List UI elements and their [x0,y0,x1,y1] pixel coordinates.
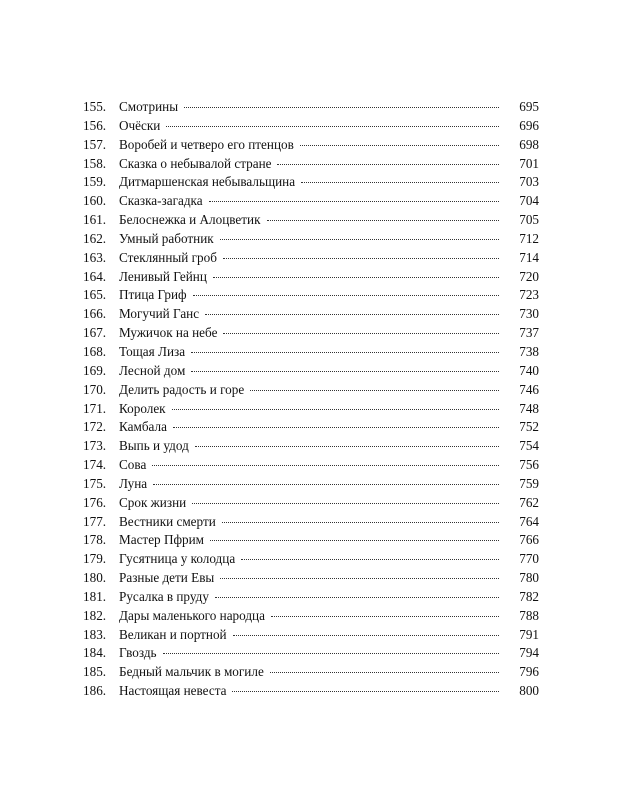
dot-leader [210,540,499,541]
entry-title: Смотрины [119,99,179,114]
toc-entry [83,286,539,305]
entry-page-number: 770 [519,551,539,567]
dot-leader [209,201,499,202]
dot-leader [172,409,499,410]
entry-number: 166. [83,306,107,322]
entry-number: 178. [83,532,107,548]
entry-title: Птица Гриф [119,287,187,303]
entry-title: Срок жизни [119,494,187,510]
dot-leader [241,559,499,560]
entry-page-number: 695 [519,99,539,114]
toc-entry [83,268,539,287]
entry-number: 167. [83,325,107,341]
entry-number: 162. [83,230,107,246]
entry-page-number: 698 [519,136,539,152]
entry-title: Королек [119,400,166,416]
entry-number: 168. [83,343,107,359]
entry-page-number: 730 [519,306,539,322]
dot-leader [163,653,499,654]
entry-page-number: 701 [519,155,539,171]
entry-number: 179. [83,551,107,567]
entry-number: 177. [83,513,107,529]
entry-page-number: 740 [519,362,539,378]
toc-entry [83,531,539,550]
toc-entry [83,117,539,136]
entry-title: Гусятница у колодца [119,551,236,567]
toc-entry [83,682,539,701]
dot-leader [232,691,499,692]
dot-leader [213,277,499,278]
toc-entry [83,607,539,626]
entry-number: 175. [83,475,107,491]
dot-leader [277,164,499,165]
entry-title: Выпь и удод [119,438,189,454]
entry-page-number: 766 [519,532,539,548]
entry-title: Сказка о небывалой стране [119,155,272,171]
entry-number: 176. [83,494,107,510]
entry-title: Камбала [119,419,167,435]
dot-leader [191,352,499,353]
entry-title: Воробей и четверо его птенцов [119,136,294,152]
toc-entry [83,230,539,249]
toc-entry [83,98,539,117]
entry-page-number: 754 [519,438,539,454]
entry-title: Дитмаршенская небывальщина [119,174,296,190]
entry-title: Лесной дом [119,362,186,378]
dot-leader [271,616,499,617]
entry-number: 185. [83,664,107,680]
entry-title: Дары маленького народца [119,607,265,623]
entry-page-number: 791 [519,626,539,642]
dot-leader [270,672,499,673]
dot-leader [166,126,499,127]
entry-page-number: 759 [519,475,539,491]
entry-number: 184. [83,645,107,661]
entry-title: Мастер Пфрим [119,532,205,548]
entry-title: Ленивый Гейнц [119,268,207,284]
entry-title: Вестники смерти [119,513,216,529]
entry-number: 182. [83,607,107,623]
entry-page-number: 737 [519,325,539,341]
entry-number: 180. [83,570,107,586]
entry-title: Могучий Ганс [119,306,200,322]
entry-page-number: 696 [519,117,539,133]
entry-number: 165. [83,287,107,303]
entry-title: Умный работник [119,230,214,246]
entry-page-number: 764 [519,513,539,529]
toc-entry [83,211,539,230]
entry-page-number: 738 [519,343,539,359]
entry-page-number: 723 [519,287,539,303]
dot-leader [205,314,499,315]
entry-number: 173. [83,438,107,454]
toc-entry [83,155,539,174]
dot-leader [222,522,499,523]
entry-title: Русалка в пруду [119,588,209,604]
dot-leader [250,390,499,391]
dot-leader [191,371,499,372]
toc-entry [83,381,539,400]
entry-number: 156. [83,117,107,133]
dot-leader [220,578,499,579]
dot-leader [223,258,499,259]
entry-title: Бедный мальчик в могиле [119,664,264,680]
entry-title: Тощая Лиза [119,343,186,359]
entry-number: 159. [83,174,107,190]
toc-entry [83,192,539,211]
entry-page-number: 796 [519,664,539,680]
entry-page-number: 703 [519,174,539,190]
dot-leader [173,427,499,428]
entry-title: Великан и портной [119,626,227,642]
dot-leader [267,220,499,221]
entry-number: 171. [83,400,107,416]
toc-entry [83,626,539,645]
entry-title: Луна [119,475,148,491]
entry-title: Очёски [119,117,161,133]
entry-title: Разные дети Евы [119,570,215,586]
dot-leader [192,503,499,504]
table-of-contents [83,98,539,701]
entry-title: Мужичок на небе [119,325,218,341]
entry-page-number: 712 [519,230,539,246]
toc-entry [83,569,539,588]
entry-page-number: 704 [519,193,539,209]
toc-entry [83,173,539,192]
toc-entry [83,343,539,362]
entry-page-number: 705 [519,212,539,228]
toc-entry [83,550,539,569]
toc-entry [83,456,539,475]
entry-title: Настоящая невеста [119,683,227,699]
dot-leader [184,107,499,108]
entry-page-number: 746 [519,381,539,397]
entry-title: Сова [119,457,147,473]
dot-leader [195,446,499,447]
entry-page-number: 782 [519,588,539,604]
toc-entry [83,513,539,532]
dot-leader [152,465,499,466]
entry-page-number: 780 [519,570,539,586]
entry-number: 181. [83,588,107,604]
dot-leader [300,145,499,146]
dot-leader [215,597,499,598]
entry-number: 163. [83,249,107,265]
dot-leader [223,333,499,334]
dot-leader [193,295,499,296]
dot-leader [220,239,499,240]
entry-title: Делить радость и горе [119,381,245,397]
dot-leader [233,635,499,636]
entry-page-number: 800 [519,683,539,699]
toc-entry [83,418,539,437]
toc-entry [83,644,539,663]
entry-number: 164. [83,268,107,284]
entry-title: Гвоздь [119,645,157,661]
entry-number: 157. [83,136,107,152]
entry-title: Стеклянный гроб [119,249,217,265]
toc-entry [83,437,539,456]
entry-page-number: 714 [519,249,539,265]
entry-page-number: 752 [519,419,539,435]
toc-entry [83,475,539,494]
entry-number: 158. [83,155,107,171]
entry-page-number: 748 [519,400,539,416]
toc-entry [83,136,539,155]
entry-page-number: 794 [519,645,539,661]
entry-number: 170. [83,381,107,397]
entry-number: 174. [83,457,107,473]
dot-leader [301,182,499,183]
toc-entry [83,249,539,268]
entry-title: Сказка-загадка [119,193,203,209]
entry-number: 172. [83,419,107,435]
entry-page-number: 788 [519,607,539,623]
entry-page-number: 756 [519,457,539,473]
entry-number: 160. [83,193,107,209]
entry-number: 155. [83,99,107,114]
entry-page-number: 762 [519,494,539,510]
toc-entry [83,663,539,682]
entry-number: 186. [83,683,107,699]
toc-entry [83,305,539,324]
toc-entry [83,588,539,607]
toc-entry [83,324,539,343]
entry-title: Белоснежка и Алоцветик [119,212,261,228]
entry-page-number: 720 [519,268,539,284]
dot-leader [153,484,499,485]
entry-number: 183. [83,626,107,642]
entry-number: 161. [83,212,107,228]
toc-entry [83,362,539,381]
toc-entry [83,400,539,419]
toc-entry [83,494,539,513]
entry-number: 169. [83,362,107,378]
